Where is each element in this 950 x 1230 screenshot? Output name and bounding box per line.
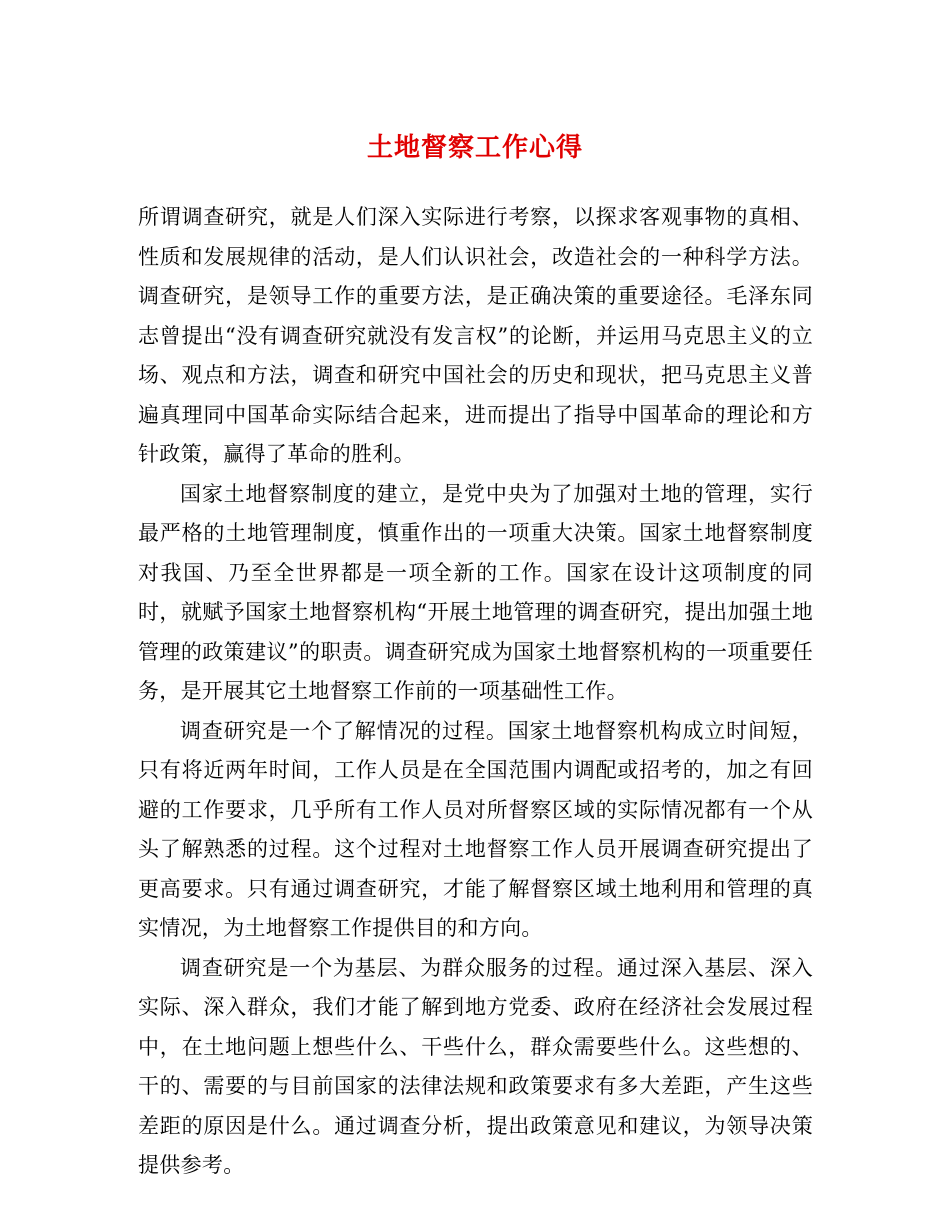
paragraph-3: 调查研究是一个了解情况的过程。国家土地督察机构成立时间短，只有将近两年时间，工作人员是在全国范围内调配或招考的，加之有回避的工作要求，几乎所有工作人员对所督察区域的实际情况都有一个从头了解熟悉的过程。这个过程对土地督察工作人员开展调查研究提出了更高要求。只有通过调查研究，才能了解督察区域土地利用和管理的真实情况，为土地督察工作提供目的和方向。 <box>138 718 813 940</box>
paragraph-1: 所谓调查研究，就是人们深入实际进行考察，以探求客观事物的真相、性质和发展规律的活动，是人们认识社会，改造社会的一种科学方法。调查研究，是领导工作的重要方法，是正确决策的重要途径。毛泽东同志曾提出“没有调查研究就没有发言权”的论断，并运用马克思主义的立场、观点和方法，调查和研究中国社会的历史和现状，把马克思主义普遍真理同中国革命实际结合起来，进而提出了指导中国革命的理论和方针政策，赢得了革命的胜利。 <box>138 205 813 466</box>
document-body <box>138 198 813 1186</box>
document-title: 土地督察工作心得 <box>366 133 583 163</box>
paragraph-4: 调查研究是一个为基层、为群众服务的过程。通过深入基层、深入实际、深入群众，我们才能了解到地方党委、政府在经济社会发展过程中，在土地问题上想些什么、干些什么，群众需要些什么。这些想的、干的、需要的与目前国家的法律法规和政策要求有多大差距，产生这些差距的原因是什么。通过调查分析，提出政策意见和建议，为领导决策提供参考。 <box>138 955 813 1177</box>
paragraph-2: 国家土地督察制度的建立，是党中央为了加强对土地的管理，实行最严格的土地管理制度，慎重作出的一项重大决策。国家土地督察制度对我国、乃至全世界都是一项全新的工作。国家在设计这项制度的同时，就赋予国家土地督察机构“开展土地管理的调查研究，提出加强土地管理的政策建议”的职责。调查研究成为国家土地督察机构的一项重要任务，是开展其它土地督察工作前的一项基础性工作。 <box>138 481 813 703</box>
